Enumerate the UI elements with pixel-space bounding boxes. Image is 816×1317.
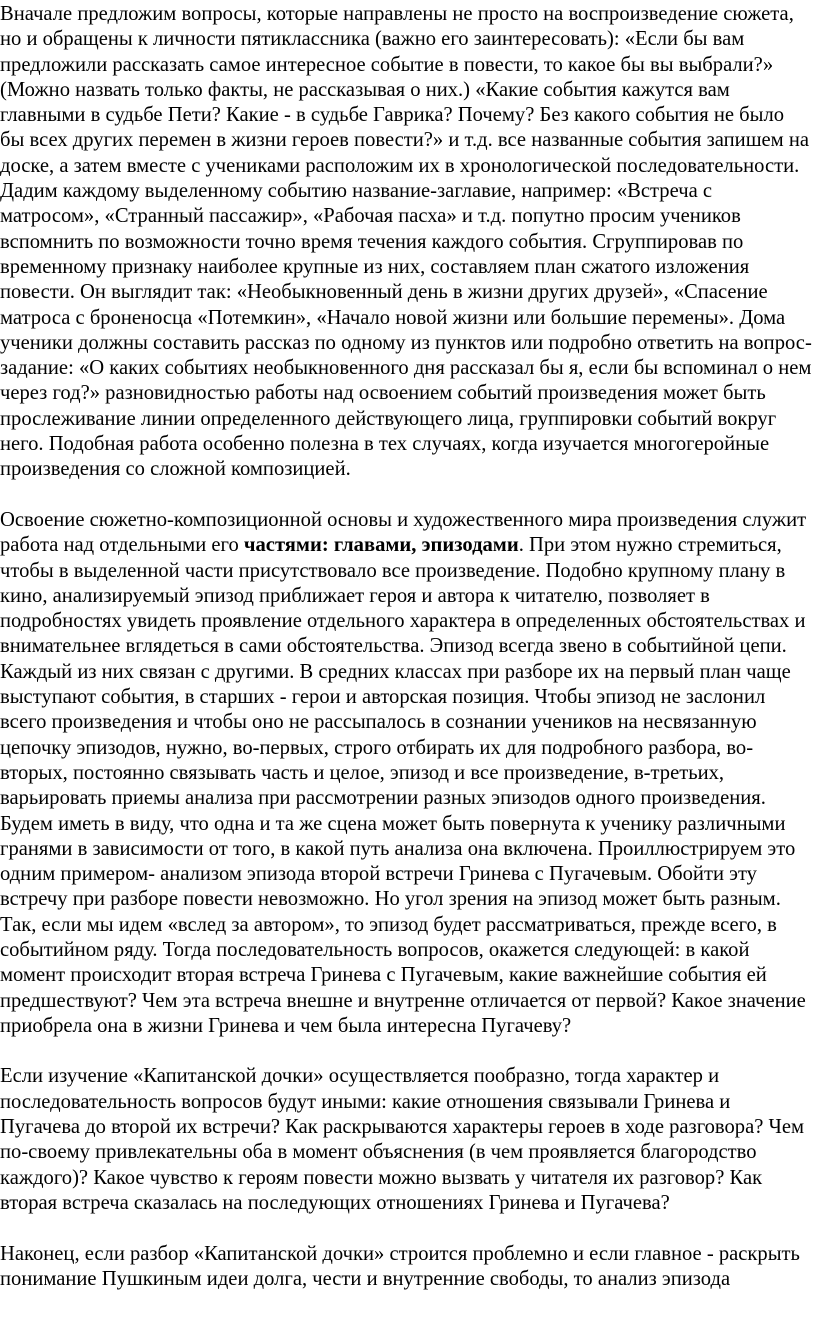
paragraph-text: Если изучение «Капитанской дочки» осуществляется пообразно, тогда характер и последовательность вопросов будут иными: какие отношения связывали Гринева и Пугачева до второй их встречи? Как раскрываются характеры героев в ходе разговора? Чем по-своему привлекательны оба в момент объяснения (в чем проявляется благородство каждого)? Какое чувство к героям повести можно вызвать у читателя их разговор? Как вторая встреча сказалась на последующих отношениях Гринева и Пугачева? bbox=[0, 1065, 805, 1214]
bold-emphasis: частями: главами, эпизодами bbox=[243, 534, 519, 557]
paragraph-text: . При этом нужно стремиться, чтобы в выделенной части присутствовало все произведение. Подобно крупному плану в кино, анализируемый эпизод приближает героя и автора к читателю, позволяет в подробностях увидеть проявление отдельного характера в определенных обстоятельствах и внимательнее вглядеться в сами обстоятельства. Эпизод всегда звено в событийной цепи. Каждый из них связан с другими. В средних классах при разборе их на первый план чаще выступают события, в старших - герои и авторская позиция. Чтобы эпизод не заслонил всего произведения и чтобы оно не рассыпалось в сознании учеников на несвязанную цепочку эпизодов, нужно, во-первых, строго отбирать их для подробного разбора, во-вторых, постоянно связывать часть и целое, эпизод и все произведение, в-третьих, варьировать приемы анализа при рассмотрении разных эпизодов одного произведения. Будем иметь в виду, что одна и та же сцена может быть повернута к ученику различными гранями в зависимости от того, в какой путь анализа она включена. Проиллюстрируем это одним примером- анализом эпизода второй встречи Гринева с Пугачевым. Обойти эту встречу при разборе повести невозможно. Но угол зрения на эпизод может быть разным. Так, если мы идем «вслед за автором», то эпизод будет рассматриваться, прежде всего, в событийном ряду. Тогда последовательность вопросов, окажется следующей: в какой момент происходит вторая встреча Гринева с Пугачевым, какие важнейшие события ей предшествуют? Чем эта встреча внешне и внутренне отличается от первой? Какое значение приобрела она в жизни Гринева и чем была интересна Пугачеву? bbox=[0, 534, 806, 1037]
paragraph-1 bbox=[0, 2, 812, 483]
paragraph-text: Наконец, если разбор «Капитанской дочки» строится проблемно и если главное - раскрыть понимание Пушкиным идеи долга, чести и внутренние свободы, то анализ эпизода bbox=[0, 1242, 800, 1290]
paragraph-text: Вначале предложим вопросы, которые направлены не просто на воспроизведение сюжета, но и обращены к личности пятиклассника (важно его заинтересовать): «Если бы вам предложили рассказать самое интересное событие в повести, то какое бы вы выбрали?» (Можно назвать только факты, не рассказывая о них.) «Какие события кажутся вам главными в судьбе Пети? Какие - в судьбе Гаврика? Почему? Без какого события не было бы всех других перемен в жизни героев повести?» и т.д. все названные события запишем на доске, а затем вместе с учениками расположим их в хронологической последовательности. Дадим каждому выделенному событию название-заглавие, например: «Встреча с матросом», «Странный пассажир», «Рабочая пасха» и т.д. попутно просим учеников вспомнить по возможности точно время течения каждого события. Сгруппировав по временному признаку наиболее крупные из них, составляем план сжатого изложения повести. Он выглядит так: «Необыкновенный день в жизни других друзей», «Спасение матроса с броненосца «Потемкин», «Начало новой жизни или большие перемены». Дома ученики должны составить рассказ по одному из пунктов или подробно ответить на вопрос-задание: «О каких событиях необыкновенного дня рассказал бы я, если бы вспоминал о нем через год?» разновидностью работы над освоением событий произведения может быть прослеживание линии определенного действующего лица, группировки событий вокруг него. Подобная работа особенно полезна в тех случаях, когда изучается многогеройные произведения со сложной композицией. bbox=[0, 3, 812, 481]
paragraph-text: Освоение сюжетно-композиционной основы и художественного мира произведения служит работа над отдельными его bbox=[0, 508, 807, 557]
paragraph-4 bbox=[0, 1242, 812, 1293]
paragraph-3 bbox=[0, 1064, 812, 1216]
paragraph-2 bbox=[0, 508, 812, 1039]
